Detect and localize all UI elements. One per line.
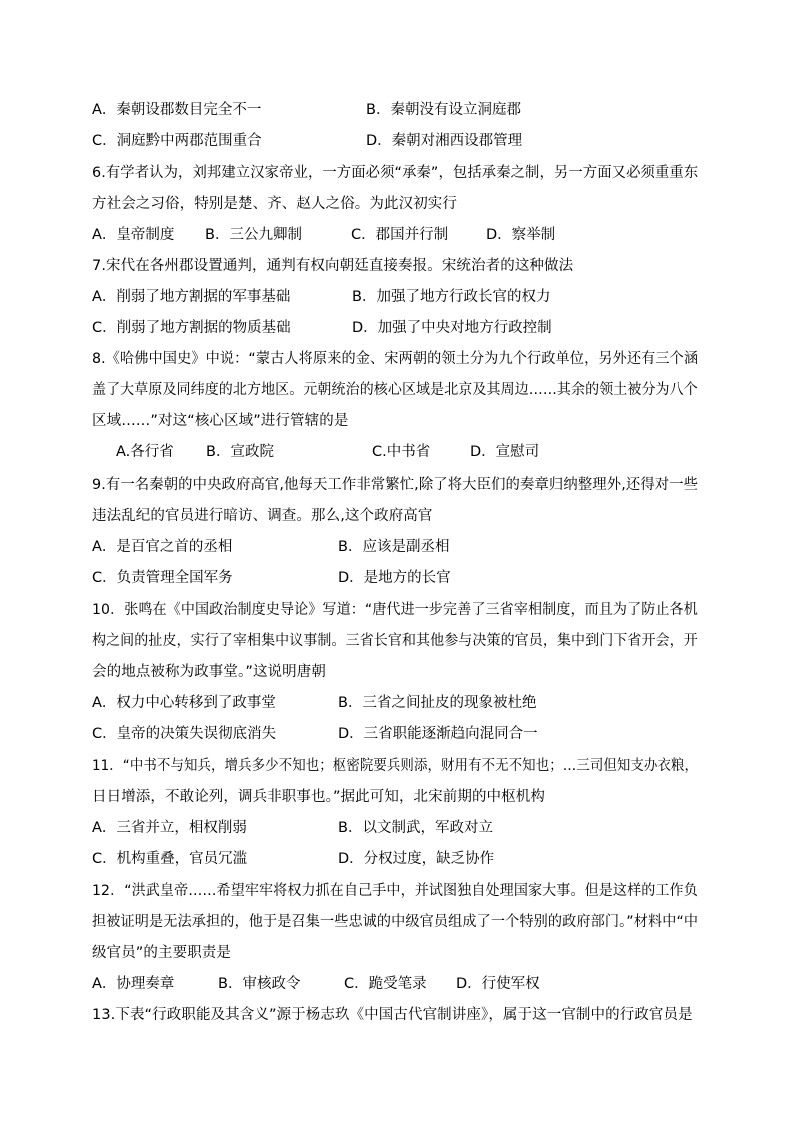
q7-option-b[interactable]: B．加强了地方行政长官的权力	[352, 289, 551, 305]
q9-stem-line-1: 9.有一名秦朝的中央政府高官,他每天工作非常繁忙,除了将大臣们的奏章归纳整理外,还得对一些	[92, 477, 699, 493]
q10-option-a[interactable]: A．权力中心转移到了政事堂	[92, 695, 276, 711]
q6-option-d[interactable]: D．察举制	[486, 227, 556, 243]
q11-option-d[interactable]: D．分权过度，缺乏协作	[338, 851, 495, 867]
q12-option-c[interactable]: C．跪受笔录	[344, 976, 427, 992]
q8-stem-line-3: 区域……”对这“核心区域”进行管辖的是	[92, 413, 349, 429]
q10-option-d[interactable]: D．三省职能逐渐趋向混同合一	[338, 726, 538, 742]
q10-option-c[interactable]: C．皇帝的决策失误彻底消失	[92, 726, 277, 742]
q12-option-b[interactable]: B．审核政令	[218, 976, 301, 992]
q5-option-c[interactable]: C．洞庭黔中两郡范围重合	[92, 133, 262, 149]
q12-stem-line-3: 级官员”的主要职责是	[92, 945, 232, 961]
q12-option-a[interactable]: A．协理奏章	[92, 976, 175, 992]
q6-option-c[interactable]: C．郡国并行制	[351, 227, 449, 243]
q13-stem-line-1: 13.下表“行政职能及其含义”源于杨志玖《中国古代官制讲座》，属于这一官制中的行政官员是	[92, 1007, 693, 1023]
q10-option-b[interactable]: B．三省之间扯皮的现象被杜绝	[338, 695, 537, 711]
q5-option-d[interactable]: D．秦朝对湘西设郡管理	[366, 133, 523, 149]
q11-option-c[interactable]: C．机构重叠，官员冗滥	[92, 851, 248, 867]
q9-option-c[interactable]: C．负责管理全国军务	[92, 570, 233, 586]
q8-option-a[interactable]: A.各行省	[116, 444, 174, 460]
q9-option-d[interactable]: D．是地方的长官	[338, 570, 451, 586]
q10-stem-line-3: 会的地点被称为政事堂。”这说明唐朝	[92, 664, 326, 680]
q6-option-b[interactable]: B．三公九卿制	[205, 227, 302, 243]
q10-stem-line-2: 构之间的扯皮，实行了宰相集中议事制。三省长官和其他参与决策的官员，集中到门下省开会，开	[92, 633, 698, 649]
q7-option-a[interactable]: A．削弱了地方割据的军事基础	[92, 289, 291, 305]
q6-option-a[interactable]: A．皇帝制度	[92, 227, 175, 243]
q8-option-b[interactable]: B．宣政院	[206, 444, 274, 460]
q8-option-d[interactable]: D．宣慰司	[470, 444, 540, 460]
q7-option-d[interactable]: D．加强了中央对地方行政控制	[352, 320, 552, 336]
q9-stem-line-2: 违法乱纪的官员进行暗访、调查。那么,这个政府高官	[92, 508, 433, 524]
q7-option-c[interactable]: C．削弱了地方割据的物质基础	[92, 320, 291, 336]
q11-option-b[interactable]: B．以文制武，军政对立	[338, 820, 493, 836]
q11-stem-line-1: 11．“中书不与知兵，增兵多少不知也；枢密院要兵则添，财用有不无不知也；…三司但知支办衣粮，	[92, 758, 699, 774]
q5-option-a[interactable]: A．秦朝设郡数目完全不一	[92, 102, 262, 118]
q8-stem-line-1: 8.《哈佛中国史》中说：“蒙古人将原来的金、宋两朝的领土分为九个行政单位，另外还有三个涵	[92, 351, 699, 367]
q5-option-b[interactable]: B．秦朝没有设立洞庭郡	[366, 102, 521, 118]
q12-option-d[interactable]: D．行使军权	[456, 976, 540, 992]
q8-option-c[interactable]: C.中书省	[372, 444, 431, 460]
q11-option-a[interactable]: A．三省并立，相权削弱	[92, 820, 247, 836]
q10-stem-line-1: 10．张鸣在《中国政治制度史导论》写道：“唐代进一步完善了三省宰相制度，而且为了防止各机	[92, 602, 698, 618]
q8-stem-line-2: 盖了大草原及同纬度的北方地区。元朝统治的核心区域是北京及其周边……其余的领土被分为八个	[92, 382, 698, 398]
q12-stem-line-1: 12．“洪武皇帝……希望牢牢将权力抓在自己手中，并试图独自处理国家大事。但是这样的工作负	[92, 883, 698, 899]
q11-stem-line-2: 日日增添，不敢论列，调兵非职事也。”据此可知，北宋前期的中枢机构	[92, 789, 545, 805]
q7-stem-line-1: 7.宋代在各州郡设置通判，通判有权向朝廷直接奏报。宋统治者的这种做法	[92, 258, 574, 274]
q12-stem-line-2: 担被证明是无法承担的，他于是召集一些忠诚的中级官员组成了一个特别的政府部门。”材料中“中	[92, 914, 699, 930]
q6-stem-line-2: 方社会之习俗，特别是楚、齐、赵人之俗。为此汉初实行	[92, 196, 457, 212]
q6-stem-line-1: 6.有学者认为，刘邦建立汉家帝业，一方面必须“承秦”，包括承秦之制，另一方面又必须重重东	[92, 165, 699, 181]
q9-option-b[interactable]: B．应该是副丞相	[338, 539, 450, 555]
q9-option-a[interactable]: A．是百官之首的丞相	[92, 539, 233, 555]
